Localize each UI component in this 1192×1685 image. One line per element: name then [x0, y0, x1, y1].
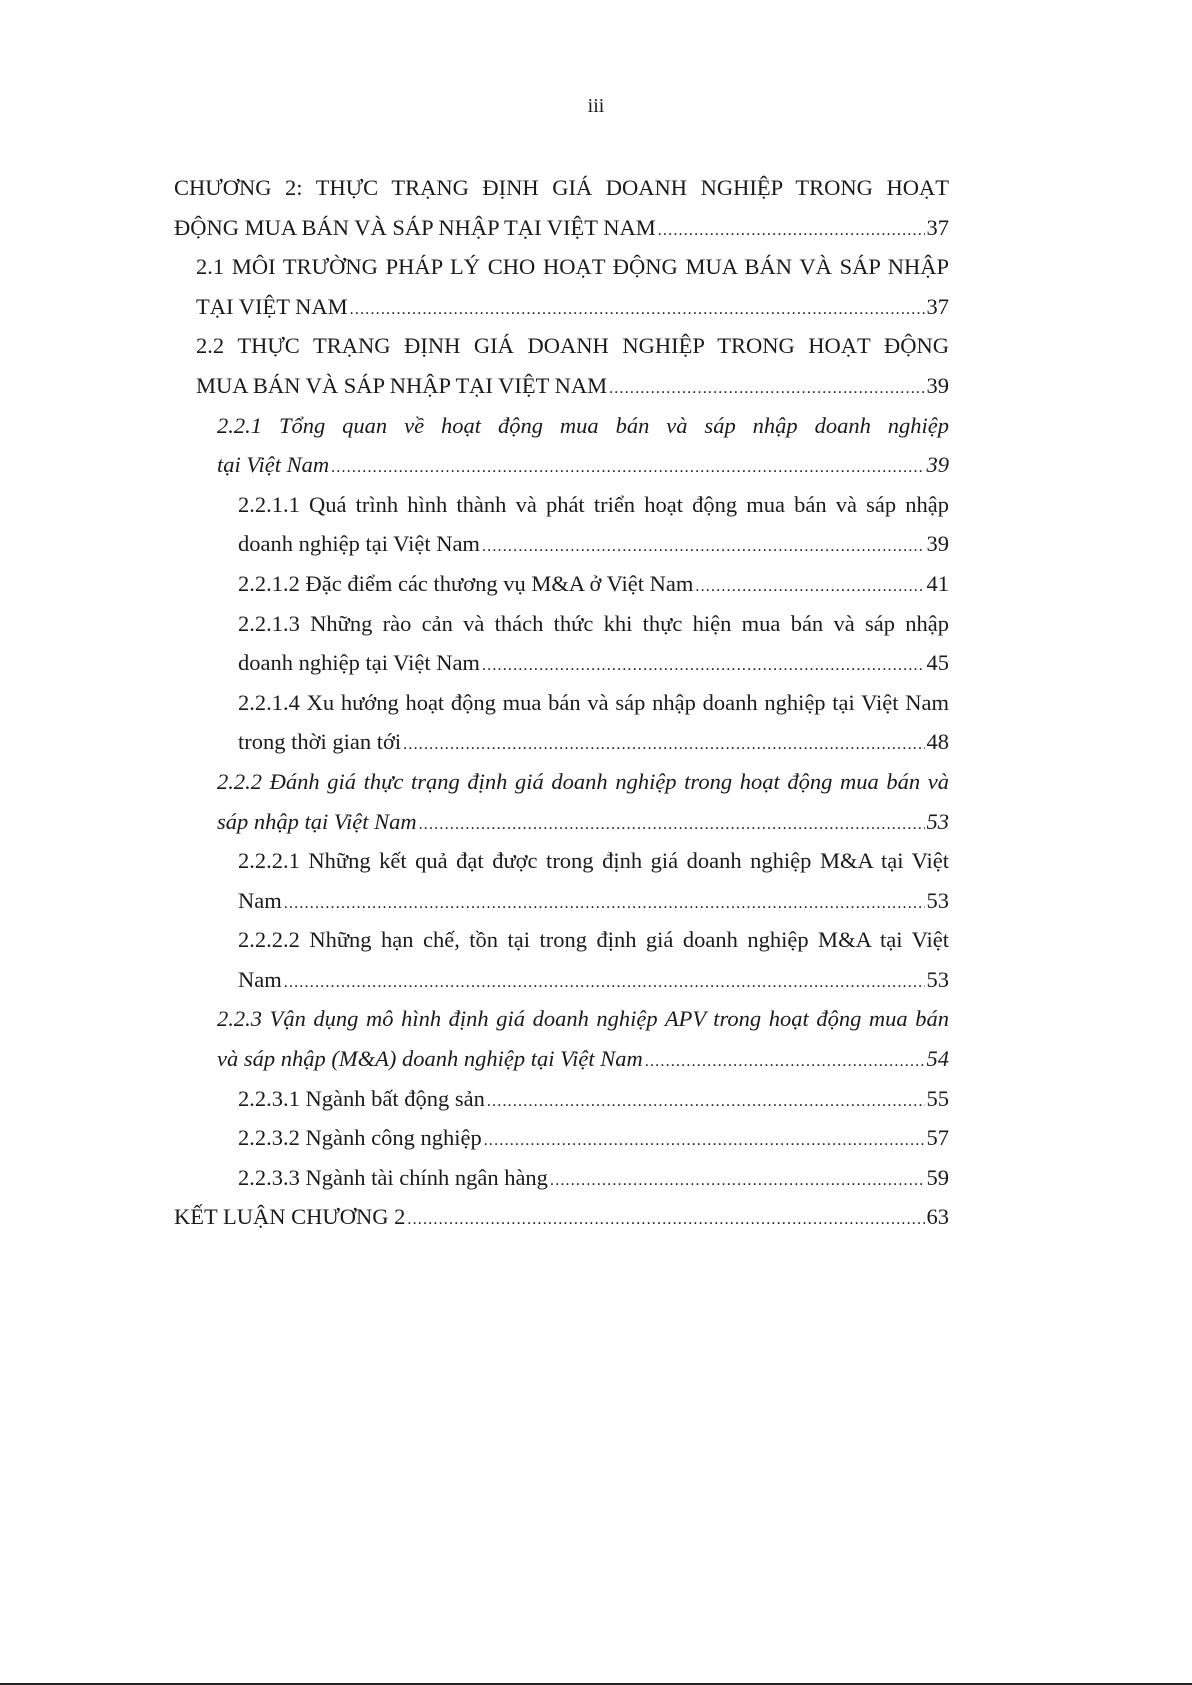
toc-entry-last-line: [174, 208, 949, 248]
dot-leader: [284, 896, 925, 912]
toc-entry-last-line: [238, 881, 949, 921]
toc-entry-title-line: 2.2.3.1 Ngành bất động sản: [238, 1085, 485, 1111]
toc-entry[interactable]: [0, 247, 1192, 326]
dot-leader: [331, 460, 924, 476]
toc-entry-last-line: [217, 1039, 949, 1079]
toc-entry-title-line: 2.2.2.1 Những kết quả đạt được trong định giá doanh nghiệp M&A tại Việt: [238, 848, 949, 874]
dot-leader: [484, 1133, 925, 1149]
toc-entry-title-line: 2.2 THỰC TRẠNG ĐỊNH GIÁ DOANH NGHIỆP TRONG HOẠT ĐỘNG: [196, 333, 949, 359]
dot-leader: [487, 1094, 925, 1110]
toc-entry-title-line: CHƯƠNG 2: THỰC TRẠNG ĐỊNH GIÁ DOANH NGHIỆP TRONG HOẠT: [174, 175, 949, 200]
toc-entry-last-line: [238, 722, 949, 762]
toc-entry-title-line: TẠI VIỆT NAM: [196, 293, 348, 319]
toc-entry-title-line: 2.2.3.2 Ngành công nghiệp: [238, 1125, 482, 1151]
toc-entry-title-line: 2.2.2.2 Những hạn chế, tồn tại trong định giá doanh nghiệp M&A tại Việt: [238, 927, 949, 953]
toc-entry[interactable]: [0, 485, 1192, 564]
toc-entry-title-line: Nam: [238, 887, 282, 913]
toc-entry[interactable]: [0, 999, 1192, 1078]
toc-entry-title-line: 2.2.2 Đánh giá thực trạng định giá doanh nghiệp trong hoạt động mua bán và: [217, 768, 949, 794]
toc-page-number: 37: [926, 214, 949, 240]
toc-page-number: 45: [926, 650, 949, 676]
toc-entry-last-line: [174, 1197, 949, 1237]
toc-page-number: 53: [926, 887, 949, 913]
toc-entry[interactable]: [0, 1118, 1192, 1158]
toc-page-number: 39: [926, 452, 949, 478]
dot-leader: [350, 302, 925, 318]
toc-entry[interactable]: [0, 406, 1192, 485]
table-of-contents: [0, 168, 1192, 1237]
toc-entry[interactable]: [0, 920, 1192, 999]
dot-leader: [419, 817, 925, 833]
toc-entry[interactable]: [0, 1197, 1192, 1237]
dot-leader: [609, 381, 924, 397]
page-number: iii: [587, 95, 605, 117]
toc-entry-last-line: [238, 564, 949, 604]
toc-entry-last-line: [238, 1158, 949, 1198]
dot-leader: [550, 1173, 925, 1189]
toc-entry-title-line: tại Việt Nam: [217, 452, 330, 478]
toc-entry[interactable]: [0, 1158, 1192, 1198]
toc-entry-title-line: Nam: [238, 966, 282, 992]
toc-page-number: 53: [926, 808, 949, 834]
toc-entry[interactable]: [0, 841, 1192, 920]
toc-page-number: 41: [926, 570, 949, 596]
toc-page-number: 39: [926, 372, 949, 398]
toc-entry-last-line: [196, 287, 949, 327]
toc-entry-last-line: [238, 524, 949, 564]
toc-entry-title-line: trong thời gian tới: [238, 729, 402, 755]
toc-page-number: 54: [926, 1046, 949, 1072]
toc-entry[interactable]: [0, 683, 1192, 762]
toc-page-number: 63: [926, 1204, 949, 1230]
toc-entry-last-line: [217, 802, 949, 842]
toc-entry-title-line: 2.2.1.1 Quá trình hình thành và phát triển hoạt động mua bán và sáp nhập: [238, 491, 949, 517]
toc-entry-last-line: [217, 445, 949, 485]
toc-entry-last-line: [238, 1118, 949, 1158]
toc-entry-title-line: 2.2.1.4 Xu hướng hoạt động mua bán và sáp nhập doanh nghiệp tại Việt Nam: [238, 689, 949, 715]
dot-leader: [284, 975, 925, 991]
dot-leader: [658, 223, 925, 239]
dot-leader: [407, 1212, 924, 1228]
dot-leader: [482, 658, 925, 674]
toc-entry-title-line: 2.2.3 Vận dụng mô hình định giá doanh nghiệp APV trong hoạt động mua bán: [217, 1006, 949, 1032]
toc-page-number: 57: [926, 1125, 949, 1151]
toc-entry-title-line: doanh nghiệp tại Việt Nam: [238, 650, 480, 676]
toc-page-number: 53: [926, 966, 949, 992]
toc-entry-title-line: 2.2.1 Tổng quan về hoạt động mua bán và sáp nhập doanh nghiệp: [217, 412, 949, 438]
toc-entry-title-line: sáp nhập tại Việt Nam: [217, 808, 417, 834]
toc-page-number: 48: [926, 729, 949, 755]
toc-entry-title-line: KẾT LUẬN CHƯƠNG 2: [174, 1204, 406, 1230]
toc-page-number: 37: [926, 293, 949, 319]
toc-entry[interactable]: [0, 762, 1192, 841]
toc-entry-last-line: [238, 960, 949, 1000]
toc-entry[interactable]: [0, 1079, 1192, 1119]
toc-entry-title-line: 2.2.1.2 Đặc điểm các thương vụ M&A ở Việt Nam: [238, 570, 694, 596]
toc-entry-title-line: và sáp nhập (M&A) doanh nghiệp tại Việt Nam: [217, 1046, 643, 1072]
toc-entry-title-line: doanh nghiệp tại Việt Nam: [238, 531, 480, 557]
toc-page-number: 39: [926, 531, 949, 557]
toc-page-number: 59: [926, 1164, 949, 1190]
toc-entry[interactable]: [0, 604, 1192, 683]
dot-leader: [482, 539, 925, 555]
toc-entry-last-line: [238, 1079, 949, 1119]
toc-entry-title-line: ĐỘNG MUA BÁN VÀ SÁP NHẬP TẠI VIỆT NAM: [174, 214, 656, 240]
toc-entry-title-line: 2.1 MÔI TRƯỜNG PHÁP LÝ CHO HOẠT ĐỘNG MUA BÁN VÀ SÁP NHẬP: [196, 254, 949, 280]
toc-entry[interactable]: [0, 326, 1192, 405]
toc-entry-title-line: MUA BÁN VÀ SÁP NHẬP TẠI VIỆT NAM: [196, 372, 608, 398]
toc-entry-last-line: [196, 366, 949, 406]
toc-entry-last-line: [238, 643, 949, 683]
toc-entry[interactable]: [0, 564, 1192, 604]
toc-entry-title-line: 2.2.3.3 Ngành tài chính ngân hàng: [238, 1164, 548, 1190]
dot-leader: [403, 737, 924, 753]
dot-leader: [645, 1054, 925, 1070]
dot-leader: [695, 579, 924, 595]
toc-entry[interactable]: [0, 168, 1192, 247]
toc-entry-title-line: 2.2.1.3 Những rào cản và thách thức khi thực hiện mua bán và sáp nhập: [238, 610, 949, 636]
toc-page-number: 55: [926, 1085, 949, 1111]
